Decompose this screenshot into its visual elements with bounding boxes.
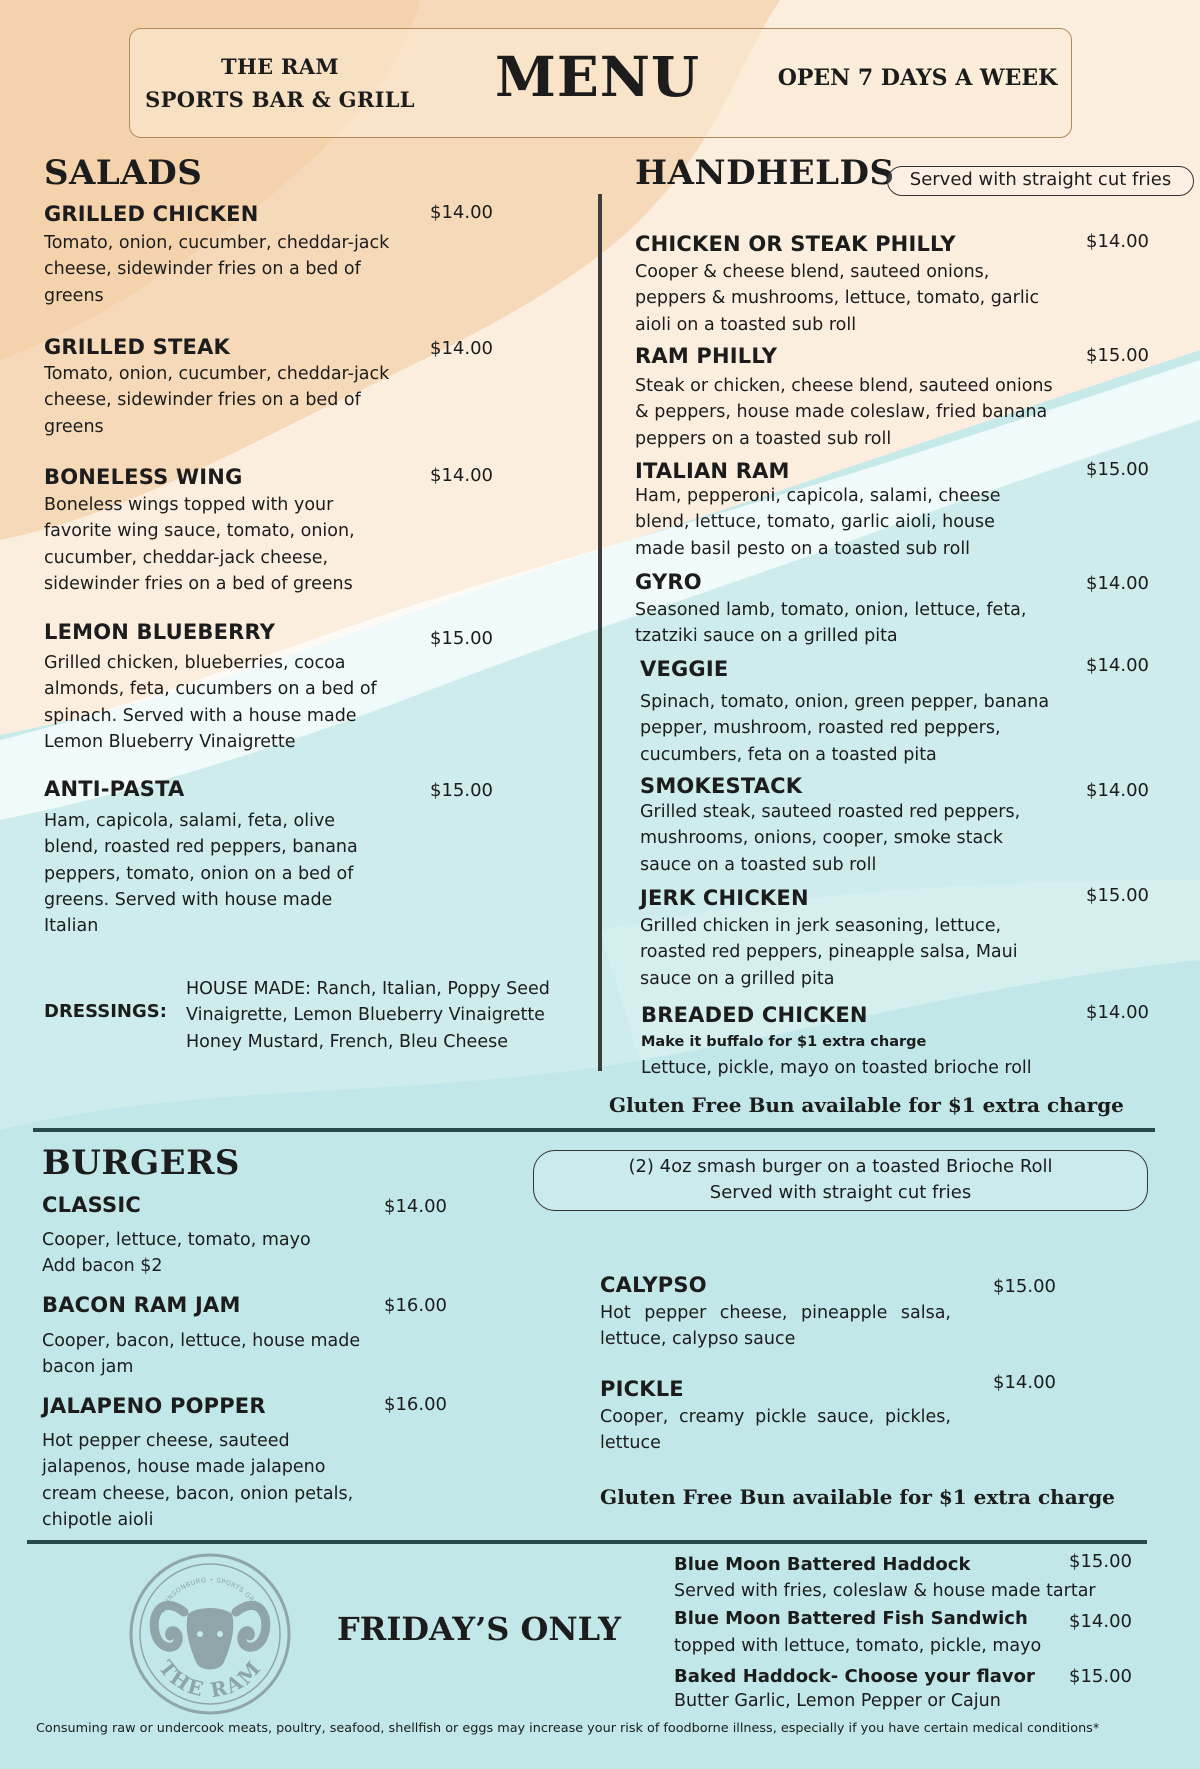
burgers-gluten-free-note: Gluten Free Bun available for $1 extra charge: [600, 1485, 1115, 1509]
friday-item-desc: topped with lettuce, tomato, pickle, mayo: [674, 1636, 1042, 1656]
handheld-item-desc: Grilled steak, sauteed roasted red peppers, mushrooms, onions, cooper, smoke stack sauce on a toasted sub roll: [640, 802, 1021, 875]
section-divider: [27, 1540, 1147, 1544]
burger-item-price: $14.00: [993, 1372, 1056, 1393]
handheld-item-price: $14.00: [1086, 573, 1149, 594]
friday-item-price: $14.00: [1069, 1611, 1132, 1632]
open-days-text: OPEN 7 DAYS A WEEK: [777, 65, 1058, 91]
handheld-item-desc: Cooper & cheese blend, sauteed onions, peppers & mushrooms, lettuce, tomato, garlic aioli on a toasted sub roll: [635, 262, 1040, 335]
salad-item-desc: Tomato, onion, cucumber, cheddar-jack cheese, sidewinder fries on a bed of greens: [44, 233, 390, 306]
logo-ring-text: JOHNSONBURG • SPORTS GRILL: [157, 1575, 263, 1613]
salad-item-name: BONELESS WING: [44, 465, 243, 489]
handhelds-gluten-free-note: Gluten Free Bun available for $1 extra charge: [609, 1093, 1124, 1117]
burgers-info-line2: Served with straight cut fries: [709, 1182, 972, 1203]
salad-item-name: GRILLED STEAK: [44, 335, 230, 359]
burger-item-name: PICKLE: [600, 1377, 684, 1401]
handheld-item-name: BREADED CHICKEN: [641, 1003, 868, 1027]
burger-item-name: BACON RAM JAM: [42, 1293, 241, 1317]
health-disclaimer: Consuming raw or undercook meats, poultry, seafood, shellfish or eggs may increase your risk of foodborne illness, especially if you have certain medical conditions*: [36, 1721, 1100, 1736]
burger-item-addon: Add bacon $2: [42, 1256, 163, 1277]
ram-head-icon: [128, 1552, 292, 1716]
handhelds-fries-note: Served with straight cut fries: [887, 166, 1194, 196]
dressings-list: HOUSE MADE: Ranch, Italian, Poppy Seed Vinaigrette, Lemon Blueberry Vinaigrette Honey Mustard, French, Bleu Cheese: [186, 979, 550, 1052]
handheld-item-name: GYRO: [635, 570, 702, 594]
burger-item-price: $15.00: [993, 1276, 1056, 1297]
handheld-item-note: Make it buffalo for $1 extra charge: [641, 1034, 927, 1050]
burger-item-desc: Hot pepper cheese, pineapple salsa, lettuce, calypso sauce: [600, 1303, 951, 1350]
handheld-item-desc: Seasoned lamb, tomato, onion, lettuce, feta, tzatziki sauce on a grilled pita: [635, 600, 1027, 647]
handheld-item-price: $14.00: [1086, 1002, 1149, 1023]
friday-item-desc: Served with fries, coleslaw & house made tartar: [674, 1581, 1096, 1601]
friday-item-name: Baked Haddock- Choose your flavor: [674, 1666, 1035, 1687]
logo-text: THE RAM: [153, 1655, 267, 1703]
handhelds-title: HANDHELDS: [635, 153, 895, 193]
handheld-item-desc: Grilled chicken in jerk seasoning, lettuce, roasted red peppers, pineapple salsa, Maui sauce on a grilled pita: [640, 916, 1018, 989]
burger-item-desc: Cooper, bacon, lettuce, house made bacon jam: [42, 1331, 361, 1378]
handheld-item-price: $15.00: [1086, 345, 1149, 366]
friday-item-price: $15.00: [1069, 1666, 1132, 1687]
salad-item-price: $14.00: [430, 465, 493, 486]
handheld-item-name: VEGGIE: [640, 657, 729, 681]
salad-item-name: LEMON BLUEBERRY: [44, 620, 276, 644]
salad-item-desc: Tomato, onion, cucumber, cheddar-jack cheese, sidewinder fries on a bed of greens: [44, 364, 390, 437]
handheld-item-price: $14.00: [1086, 655, 1149, 676]
handheld-item-price: $15.00: [1086, 459, 1149, 480]
handheld-item-desc: Steak or chicken, cheese blend, sauteed onions & peppers, house made coleslaw, fried banana peppers on a toasted sub roll: [635, 376, 1053, 449]
burger-item-desc: Cooper, creamy pickle sauce, pickles, lettuce: [600, 1407, 951, 1454]
burger-item-name: JALAPENO POPPER: [42, 1394, 266, 1418]
burgers-info-line1: (2) 4oz smash burger on a toasted Brioche Roll: [628, 1156, 1053, 1177]
burger-item-price: $16.00: [384, 1295, 447, 1316]
salad-item-price: $14.00: [430, 202, 493, 223]
restaurant-name: [140, 50, 420, 116]
handheld-item-name: CHICKEN OR STEAK PHILLY: [635, 232, 956, 256]
friday-item-price: $15.00: [1069, 1551, 1132, 1572]
dressings-label: DRESSINGS:: [44, 1001, 167, 1022]
handheld-item-name: ITALIAN RAM: [635, 459, 790, 483]
handheld-item-desc: Spinach, tomato, onion, green pepper, banana pepper, mushroom, roasted red peppers, cucumbers, feta on a toasted pita: [640, 692, 1050, 765]
burgers-info-note: [533, 1150, 1148, 1211]
salad-item-name: GRILLED CHICKEN: [44, 202, 259, 226]
salad-item-desc: Grilled chicken, blueberries, cocoa almonds, feta, cucumbers on a bed of spinach. Served with a house made Lemon Blueberry Vinaigrette: [44, 653, 377, 752]
handheld-item-name: RAM PHILLY: [635, 344, 778, 368]
salad-item-desc: Boneless wings topped with your favorite wing sauce, tomato, onion, cucumber, cheddar-jack cheese, sidewinder fries on a bed of greens: [44, 495, 355, 594]
salads-title: SALADS: [44, 153, 203, 193]
friday-item-name: Blue Moon Battered Haddock: [674, 1554, 971, 1575]
restaurant-name-line1: THE RAM: [221, 54, 339, 79]
restaurant-name-line2: SPORTS BAR & GRILL: [145, 87, 415, 112]
burger-item-desc-text: Cooper, lettuce, tomato, mayo: [42, 1230, 311, 1250]
handheld-item-desc: Ham, pepperoni, capicola, salami, cheese blend, lettuce, tomato, garlic aioli, house made basil pesto on a toasted sub roll: [635, 486, 1001, 559]
burger-item-name: CLASSIC: [42, 1193, 141, 1217]
friday-item-desc: Butter Garlic, Lemon Pepper or Cajun: [674, 1691, 1001, 1711]
ram-logo: [128, 1552, 292, 1716]
handheld-item-desc: Lettuce, pickle, mayo on toasted brioche roll: [641, 1058, 1032, 1078]
salad-item-price: $15.00: [430, 628, 493, 649]
salad-item-price: $14.00: [430, 338, 493, 359]
burger-item-price: $16.00: [384, 1394, 447, 1415]
section-divider: [33, 1128, 1155, 1132]
handheld-item-name: SMOKESTACK: [640, 774, 803, 798]
burger-item-desc: Hot pepper cheese, sauteed jalapenos, house made jalapeno cream cheese, bacon, onion petals, chipotle aioli: [42, 1431, 354, 1530]
burger-item-price: $14.00: [384, 1196, 447, 1217]
handheld-item-price: $14.00: [1086, 231, 1149, 252]
friday-item-name: Blue Moon Battered Fish Sandwich: [674, 1608, 1028, 1629]
salad-item-name: ANTI-PASTA: [44, 777, 185, 801]
fridays-only-title: FRIDAY’S ONLY: [337, 1610, 621, 1648]
column-divider: [598, 194, 602, 1071]
burgers-title: BURGERS: [42, 1143, 240, 1183]
handheld-item-price: $14.00: [1086, 780, 1149, 801]
burger-item-desc: [42, 1227, 372, 1280]
salad-item-price: $15.00: [430, 780, 493, 801]
salad-item-desc: Ham, capicola, salami, feta, olive blend, roasted red peppers, banana peppers, tomato, onion on a bed of greens. Served with house made Italian: [44, 811, 358, 937]
menu-title: MENU: [494, 44, 701, 109]
handheld-item-price: $15.00: [1086, 885, 1149, 906]
burger-item-name: CALYPSO: [600, 1273, 707, 1297]
handheld-item-name: JERK CHICKEN: [640, 886, 809, 910]
